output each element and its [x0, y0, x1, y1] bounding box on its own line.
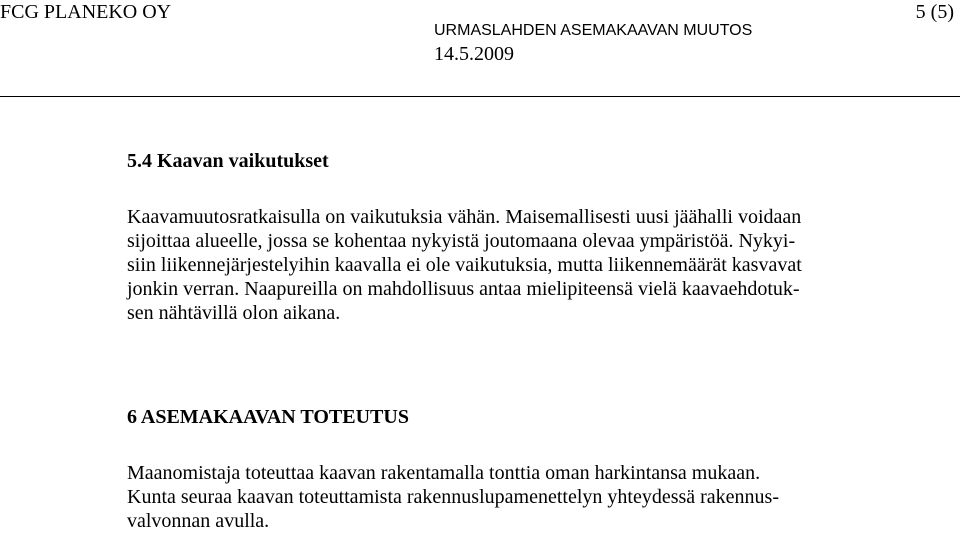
- section-paragraph-kaavan-vaikutukset: [127, 205, 802, 325]
- section-heading-asemakaavan-toteutus: 6 ASEMAKAAVAN TOTEUTUS: [127, 406, 409, 428]
- paragraph-line: Kunta seuraa kaavan toteuttamista rakennuslupamenettelyn yhteydessä rakennus-: [127, 486, 779, 508]
- section-paragraph-asemakaavan-toteutus: [127, 461, 779, 533]
- paragraph-line: sen nähtävillä olon aikana.: [127, 302, 341, 324]
- paragraph-line: siin liikennejärjestelyihin kaavalla ei ole vaikutuksia, mutta liikennemäärät kasvavat: [127, 254, 802, 276]
- paragraph-line: Kaavamuutosratkaisulla on vaikutuksia vähän. Maisemallisesti uusi jäähalli voidaan: [127, 206, 802, 228]
- paragraph-line: valvonnan avulla.: [127, 510, 270, 532]
- company-name: FCG PLANEKO OY: [0, 1, 172, 23]
- document-date: 14.5.2009: [434, 43, 514, 65]
- project-title: URMASLAHDEN ASEMAKAAVAN MUUTOS: [434, 22, 753, 39]
- paragraph-line: Maanomistaja toteuttaa kaavan rakentamalla tonttia oman harkintansa mukaan.: [127, 462, 761, 484]
- paragraph-line: jonkin verran. Naapureilla on mahdollisuus antaa mielipiteensä vielä kaavaehdotuk-: [127, 278, 800, 300]
- header-divider: [0, 96, 960, 97]
- page-number: 5 (5): [915, 1, 954, 23]
- paragraph-line: sijoittaa alueelle, jossa se kohentaa nykyistä joutomaana olevaa ympäristöä. Nykyi-: [127, 230, 796, 252]
- section-heading-kaavan-vaikutukset: 5.4 Kaavan vaikutukset: [127, 150, 329, 172]
